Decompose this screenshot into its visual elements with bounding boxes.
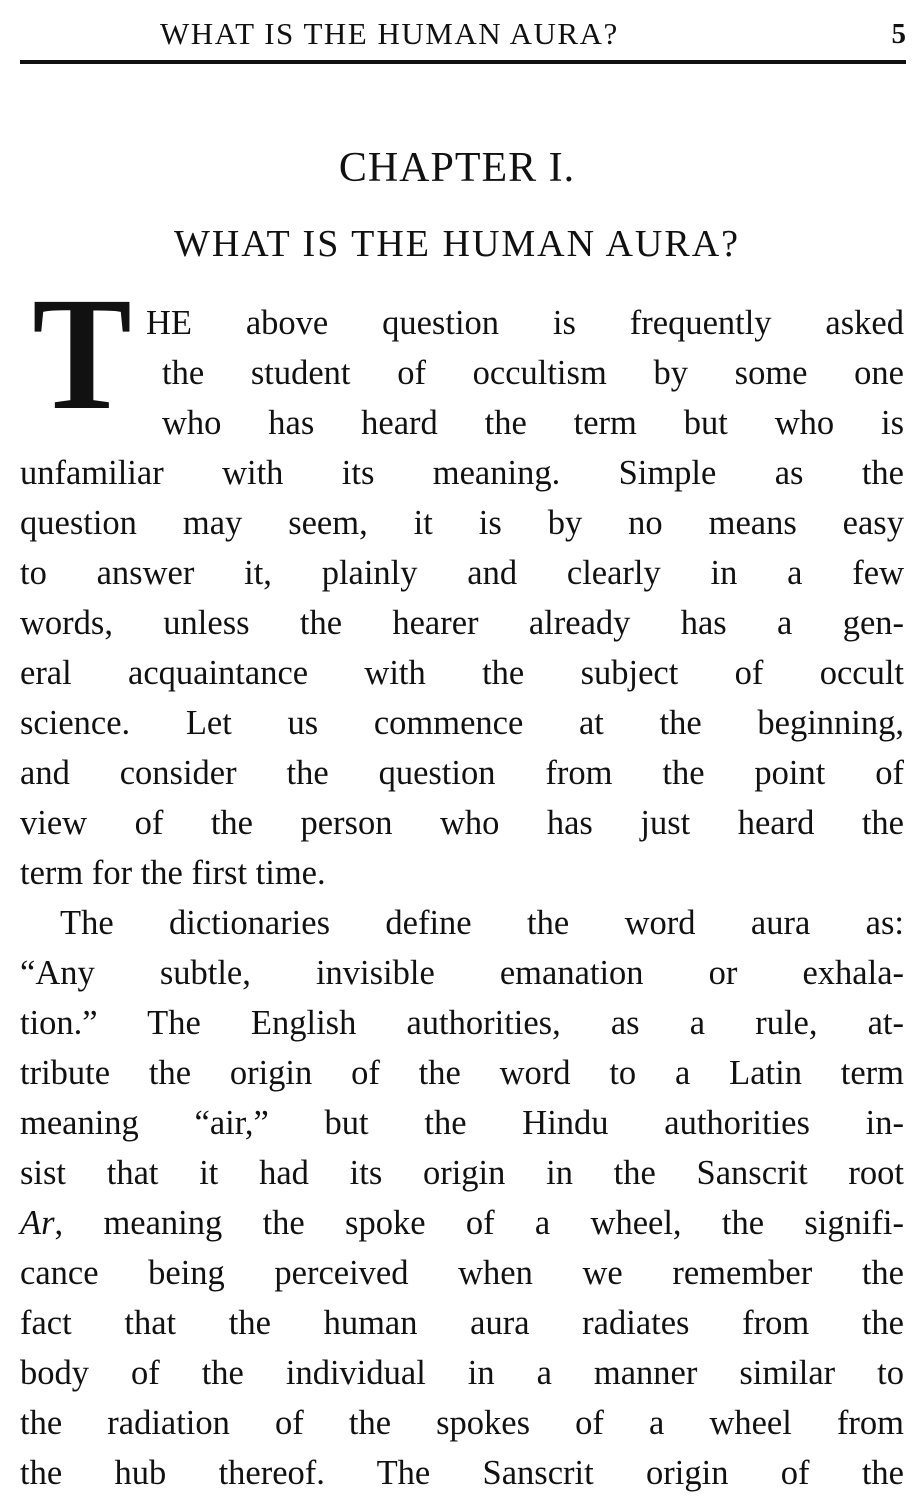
body-line: words, unless the hearer already has a gen- (20, 604, 904, 642)
body-line: tion.” The English authorities, as a rule, at- (20, 1004, 904, 1042)
body-line: sist that it had its origin in the Sanscrit root (20, 1154, 904, 1192)
body-line: The dictionaries define the word aura as: (60, 904, 904, 942)
body-line-continuation: , meaning the spoke of a wheel, the signifi- (54, 1204, 904, 1242)
body-line (20, 1198, 904, 1248)
body-line: unfamiliar with its meaning. Simple as the (20, 454, 904, 492)
body-line: to answer it, plainly and clearly in a few (20, 554, 904, 592)
page-number: 5 (891, 18, 906, 50)
body-line: “Any subtle, invisible emanation or exhala- (20, 954, 904, 992)
body-line: term for the first time. (20, 854, 326, 892)
body-line: and consider the question from the point of (20, 754, 904, 792)
body-line: who has heard the term but who is (162, 404, 904, 442)
chapter-title: WHAT IS THE HUMAN AURA? (173, 223, 741, 265)
body-line: the radiation of the spokes of a wheel from (20, 1404, 904, 1442)
body-line: meaning “air,” but the Hindu authorities in- (20, 1104, 904, 1142)
body-line: question may seem, it is by no means easy (20, 504, 904, 542)
sanscrit-root: Ar (20, 1204, 55, 1242)
body-line: body of the individual in a manner similar to (20, 1354, 904, 1392)
body-line: view of the person who has just heard the (20, 804, 904, 842)
body-line: the student of occultism by some one (162, 354, 904, 392)
header-rule (20, 60, 906, 64)
running-head (20, 14, 906, 54)
chapter-label: CHAPTER I. (338, 145, 576, 191)
body-line: cance being perceived when we remember the (20, 1254, 904, 1292)
drop-cap: T (32, 265, 132, 444)
body-line: HE above question is frequently asked (146, 304, 904, 342)
running-title: WHAT IS THE HUMAN AURA? (160, 16, 619, 51)
body-line: science. Let us commence at the beginning, (20, 704, 904, 742)
body-line: the hub thereof. The Sanscrit origin of the (20, 1454, 904, 1492)
body-line: fact that the human aura radiates from the (20, 1304, 904, 1342)
body-line: tribute the origin of the word to a Latin term (20, 1054, 904, 1092)
body-line: eral acquaintance with the subject of occult (20, 654, 904, 692)
